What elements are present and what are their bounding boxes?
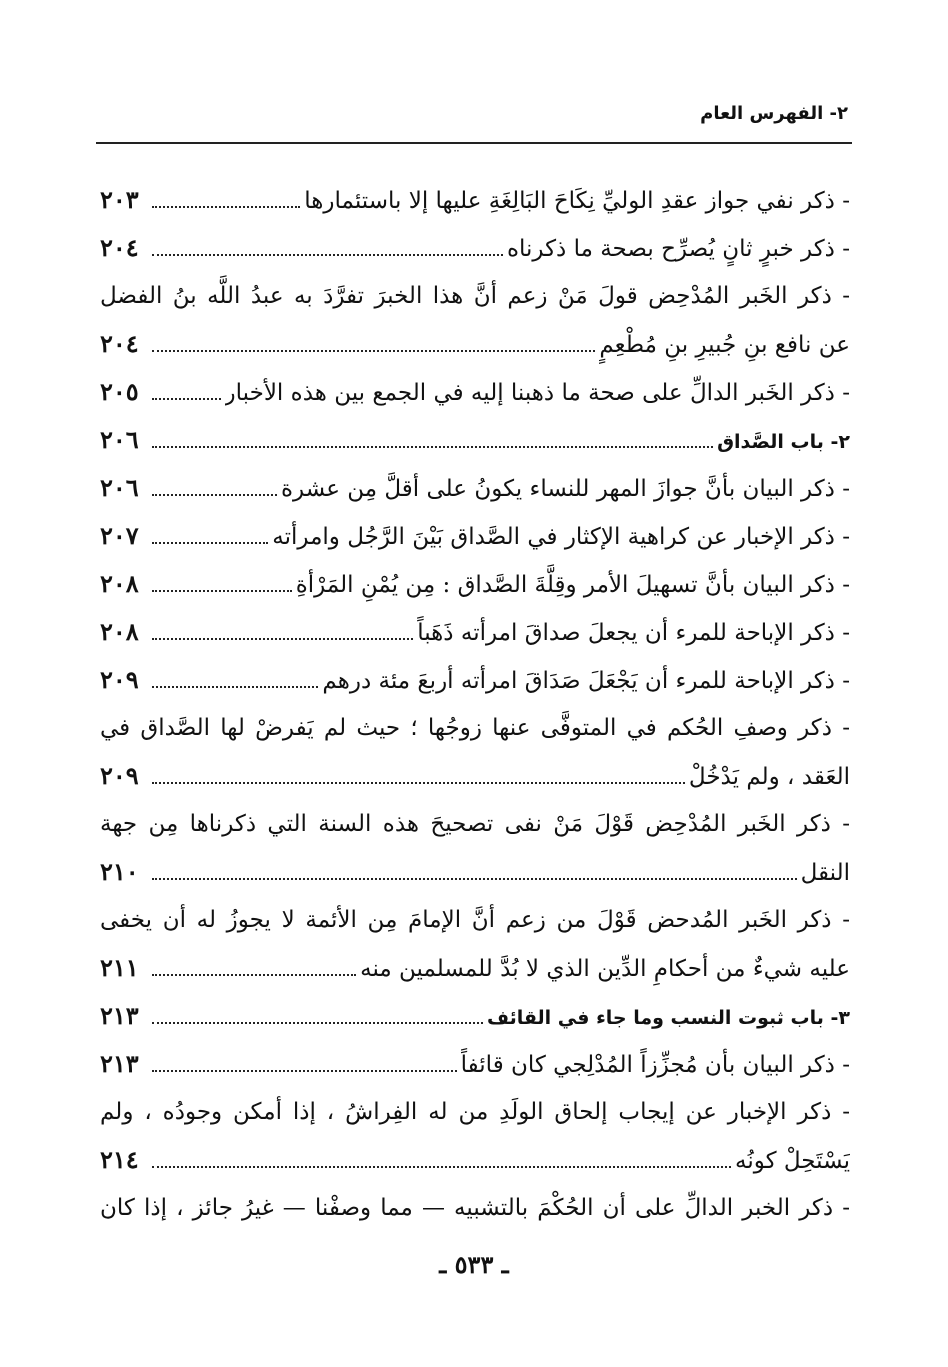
toc-entry <box>100 224 850 272</box>
toc-page-number: ٢٠٨ <box>100 617 139 646</box>
toc-entry-title: النقل <box>800 860 850 886</box>
dot-leader <box>152 1166 731 1168</box>
toc-entry-title: - ذكر البيان بأنَّ تسهيلَ الأمر وقِلَّةَ الصَّداق : مِن يُمْنِ المَرْأةِ <box>295 572 850 598</box>
toc-entry-title: عن نافع بنِ جُبيرِ بنِ مُطْعِمٍ <box>599 332 850 358</box>
toc-entry <box>100 512 850 560</box>
toc-entry-line: - ذكر الخَبر المُدحض قَوْلَ من زعم أنَّ الإمامَ مِن الأئمة لا يجوزُ له أن يخفى <box>100 907 850 933</box>
toc-entry-title: ٢- باب الصَّداق <box>717 431 850 453</box>
dot-leader <box>152 1070 457 1072</box>
toc-entry-title: - ذكر البيان بأنَّ جوازَ المهر للنساء يكونُ على أقلَّ مِن عشرة <box>280 476 850 502</box>
toc-entry-title: ٣- باب ثبوت النسب وما جاء في القائف <box>486 1007 850 1029</box>
toc-page-number: ٢١٣ <box>100 1001 139 1030</box>
dot-leader <box>152 542 268 544</box>
toc-entry-title: - ذكر خبرٍ ثانٍ يُصرِّح بصحة ما ذكرناه <box>506 236 850 262</box>
dot-leader <box>152 398 221 400</box>
toc-entry <box>100 1040 850 1088</box>
dot-leader <box>152 878 797 880</box>
toc-entry <box>100 752 850 800</box>
toc-entry <box>100 368 850 416</box>
dot-leader <box>152 638 413 640</box>
header-rule <box>96 142 852 144</box>
dot-leader <box>152 350 595 352</box>
toc-page-number: ٢٠٤ <box>100 329 139 358</box>
dot-leader <box>152 782 685 784</box>
toc-entry <box>100 608 850 656</box>
toc-entry <box>100 320 850 368</box>
toc-entry-title: عليه شيءٌ من أحكامِ الدِّين الذي لا بُدَّ للمسلمين منه <box>360 956 850 982</box>
toc-page-number: ٢٠٧ <box>100 521 139 550</box>
toc-section-heading <box>100 416 850 464</box>
toc-page-number: ٢١٤ <box>100 1145 139 1174</box>
toc-entry <box>100 656 850 704</box>
toc-entry-line: - ذكر الخَبر المُدْحِض قَوْلَ مَنْ نفى تصحيحَ هذه السنة التي ذكرناها مِن جهة <box>100 811 850 837</box>
running-header: ٢- الفهرس العام <box>700 103 848 124</box>
dot-leader <box>152 590 292 592</box>
toc-entry-line: - ذكر الخبر الدالِّ على أن الحُكْمَ بالتشبيه — مما وصفْنا — غيرُ جائز ، إذا كان <box>100 1195 850 1221</box>
toc-entry-title: - ذكر الإباحة للمرء أن يجعلَ صداقَ امرأته ذَهَباً <box>417 620 850 646</box>
dot-leader <box>152 974 356 976</box>
toc-page-number: ٢٠٦ <box>100 425 139 454</box>
toc-page-number: ٢٠٩ <box>100 761 139 790</box>
dot-leader <box>152 206 300 208</box>
page-number: ـ ٥٣٣ ـ <box>439 1250 509 1279</box>
toc-page-number: ٢٠٨ <box>100 569 139 598</box>
toc-entry-title: - ذكر البيان بأن مُجزِّزاً المُدْلِجي كان قائفاً <box>460 1052 850 1078</box>
toc-page-number: ٢٠٩ <box>100 665 139 694</box>
toc-page-number: ٢٠٤ <box>100 233 139 262</box>
dot-leader <box>152 446 713 448</box>
toc-entry-title: - ذكر نفي جواز عقدِ الوليِّ نِكَاحَ البَالِغَةِ عليها إلا باستئمارها <box>304 188 850 214</box>
dot-leader <box>152 494 277 496</box>
dot-leader <box>152 686 318 688</box>
toc-section-heading <box>100 992 850 1040</box>
dot-leader <box>152 254 503 256</box>
toc-entry-title: - ذكر الإخبار عن كراهية الإكثار في الصَّداق بَيْنَ الرَّجُل وامرأته <box>272 524 850 550</box>
toc-entry <box>100 464 850 512</box>
toc-page-number: ٢١٣ <box>100 1049 139 1078</box>
toc-entry-title: يَسْتَحِلْ كونُه <box>735 1148 850 1174</box>
toc-entry <box>100 176 850 224</box>
toc-page-number: ٢١٠ <box>100 857 139 886</box>
toc-page-number: ٢١١ <box>100 953 139 982</box>
toc-entry-title: - ذكر الإباحة للمرء أن يَجْعَلَ صَدَاقَ امرأته أربعَ مئة درهم <box>322 668 850 694</box>
toc-entry <box>100 1136 850 1184</box>
toc-entry <box>100 560 850 608</box>
dot-leader <box>152 1022 483 1024</box>
toc-page-number: ٢٠٦ <box>100 473 139 502</box>
toc-entry-line: - ذكر الإخبار عن إيجاب إلحاق الولَدِ من له الفِراشُ ، إذا أمكن وجودُه ، ولم <box>100 1099 850 1125</box>
toc-entry-title: العَقد ، ولم يَدْخُلْ <box>688 764 850 790</box>
toc-entry-line: - ذكر وصفِ الحُكم في المتوفَّى عنها زوجُها ؛ حيث لم يَفرضْ لها الصَّداق في <box>100 715 850 741</box>
table-of-contents <box>100 176 850 1232</box>
toc-page-number: ٢٠٣ <box>100 185 139 214</box>
toc-entry <box>100 944 850 992</box>
toc-entry-title: - ذكر الخَبر الدالِّ على صحة ما ذهبنا إليه في الجمع بين هذه الأخبار <box>224 380 850 406</box>
toc-entry <box>100 848 850 896</box>
toc-entry-line: - ذكر الخَبر المُدْحِض قولَ مَنْ زعم أنَّ هذا الخبرَ تفرَّدَ به عبدُ اللَّه بنُ الفضل <box>100 283 850 309</box>
toc-page-number: ٢٠٥ <box>100 377 139 406</box>
